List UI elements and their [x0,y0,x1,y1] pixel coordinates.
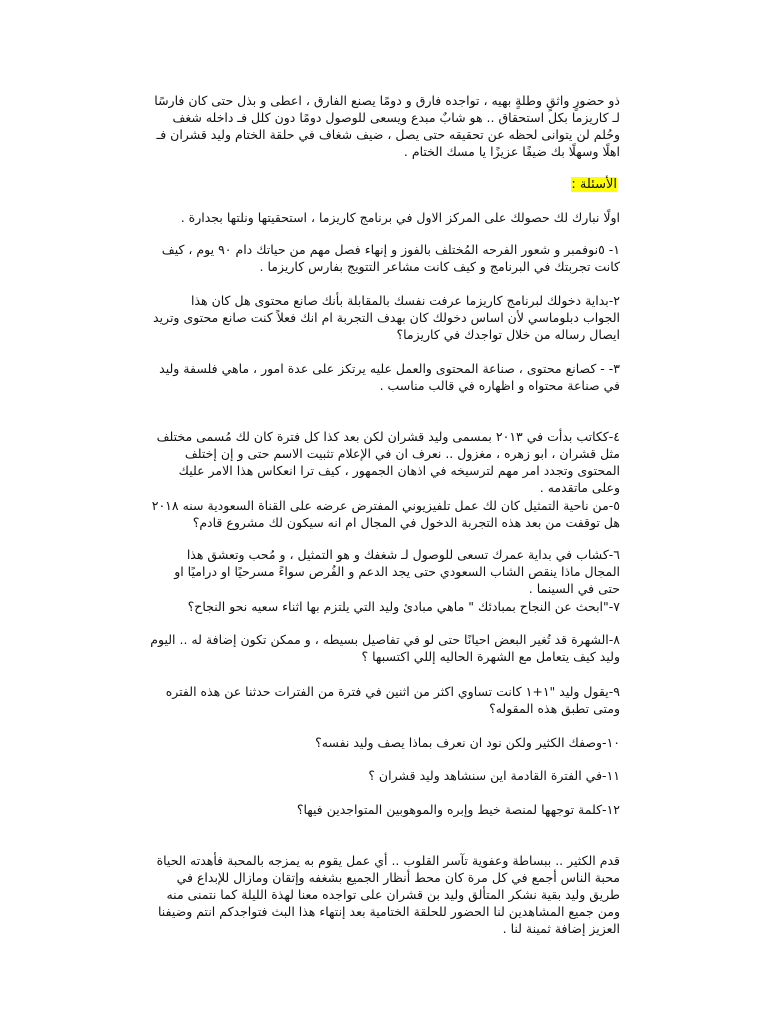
question-2: ٢-بداية دخولك لبرنامج كاريزما عرفت نفسك بالمقابلة بأنك صانع محتوى هل كان هذا الجواب دبلوماسي لأن اساس دخولك كان بهدف التجربة ام انك فعلاً كنت صانع محتوى وتريد ايصال رساله من خلال تواجدك في كاريزما؟ [153,293,620,342]
question-9: ٩-يقول وليد "١+١ كانت تساوي اكثر من اثنين في فترة من الفترات حدثنا عن هذه الفتره ومتى تطبق هذه المقوله؟ [165,684,620,716]
question-5: ٥-من ناحية التمثيل كان لك عمل تلفيزيوني المفترض عرضه على القناة السعودية سنه ٢٠١٨ هل توقفت من بعد هذه التجربة الدخول في المجال ام انه سيكون لك مشروع قادم؟ [151,498,620,530]
closing-paragraph: قدم الكثير .. ببساطة وعفوية تآسر القلوب .. أي عمل يقوم به يمزجه بالمحبة فأهدته الحياة محبة الناس أجمع في كل مرة كان محط أنظار الجميع بشغفه وإتقان ومازال للإبداع في طريق وليد بقية نشكر المتألق وليد بن قشران على تواجده معنا لهذة الليلة كما نتمنى منه ومن جميع المشاهدين لنا الحضور للحلقة الختامية بعد إنتهاء هذا البث فتواجدكم انتم وضيفنا العزيز إضافة ثمينة لنا . [156,853,620,936]
question-12: ١٢-كلمة توجهها لمنصة خيط وإبره والموهوبين المتواجدين فيها؟ [296,802,620,817]
question-7: ٧-"ابحث عن النجاح بمبادئك " ماهي مبادئ وليد التي يلتزم بها اثناء سعيه نحو النجاح؟ [187,599,620,614]
question-1: ١- ٥نوفمبر و شعور الفرحه المُختلف بالفوز و إنهاء فصل مهم من حياتك دام ٩٠ يوم ، كيف كانت تجربتك في البرنامج و كيف كانت مشاعر التتويج بفارس كاريزما . [161,242,620,274]
intro-paragraph: ذو حضورٍ واثقٍ وطلةٍ بهيه ، تواجده فارق و دومًا يصنع الفارق ، اعطى و بذل حتى كان فارسًا لـ كاريزما بكل استحقاق .. هو شابٌ مبدع ويسعى للوصول دومًا دون كلل فـ داخله شغف وحُلم لن يتوانى لحظه عن تحقيقه حتى يصل ، ضيف شغاف في حلقة الختام وليد قشران فـ اهلًا وسهلًا بك ضيفًا عزيزًا يا مسك الختام . [154,93,620,159]
question-3: ٣- - كصانع محتوى ، صناعة المحتوى والعمل عليه يرتكز على عدة امور ، ماهي فلسفة وليد في صناعة محتواه و اظهاره في قالب مناسب . [159,361,620,393]
opening-paragraph: اولًا نبارك لك حصولك على المركز الاول في برنامج كاريزما ، استحقيتها ونلتها بجدارة . [180,210,620,225]
questions-heading-label: الأسئلة : [571,177,617,192]
questions-heading [568,176,620,194]
question-8: ٨-الشهرة قد تُغير البعض احيانًا حتى لو في تفاصيل بسيطه ، و ممكن تكون إضافة له .. اليوم وليد كيف يتعامل مع الشهرة الحاليه إللي اكتسبها ؟ [150,632,620,664]
question-4: ٤-ككاتب بدأت في ٢٠١٣ بمسمى وليد قشران لكن بعد كذا كل فترة كان لك مُسمى مختلف مثل قشران ، ابو زهره ، مغزول .. نعرف ان في الإعلام تثبيت الاسم حتى و إن إختلف المحتوى وتجدد امر مهم لترسيخه في اذهان الجمهور ، كيف ترا انعكاس هذا الامر عليك وعلى ماتقدمه . [156,429,620,495]
question-11: ١١-في الفترة القادمة اين سنشاهد وليد قشران ؟ [368,768,620,783]
question-10: ١٠-وصفك الكثير ولكن نود ان نعرف بماذا يصف وليد نفسه؟ [315,735,620,750]
question-6: ٦-كشاب في بداية عمرك تسعى للوصول لـ شغفك و هو التمثيل ، و مُحب وتعشق هذا المجال ماذا ينقص الشاب السعودي حتى يجد الدعم و الفُرص سواءً مسرحيًا او دراميًا او حتى في السينما . [174,547,620,596]
